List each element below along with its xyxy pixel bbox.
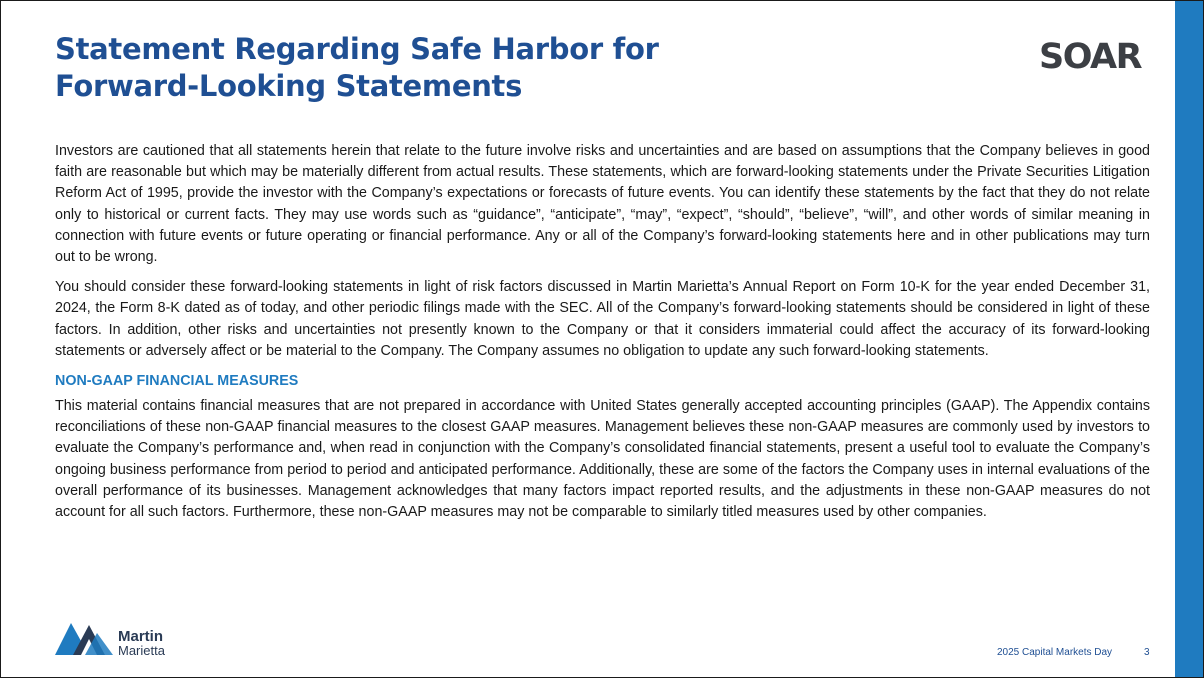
statement-body — [55, 141, 1150, 532]
logo-text-marietta: Marietta — [118, 643, 165, 658]
title-line-2: Forward-Looking Statements — [55, 69, 523, 103]
footer-event-label: 2025 Capital Markets Day — [997, 647, 1113, 658]
logo-text-martin: Martin — [118, 628, 163, 645]
page-title — [55, 31, 755, 105]
soar-logo-text: SOAR — [1039, 37, 1142, 71]
side-accent-bar — [1175, 1, 1203, 677]
martin-marietta-logo — [55, 619, 185, 661]
page-number: 3 — [1144, 647, 1150, 658]
title-line-1: Statement Regarding Safe Harbor for — [55, 32, 659, 66]
non-gaap-heading: NON-GAAP FINANCIAL MEASURES — [55, 373, 299, 390]
paragraph-non-gaap: This material contains financial measures that are not prepared in accordance with United States generally accepted accounting principles (GAAP). The Appendix contains reconciliations of these non-GAAP financial measures to the closest GAAP measures. Management believes these non-GAAP measures are commonly used by investors to evaluate the Company’s performance and, when read in conjunction with the Company’s consolidated financial statements, present a useful tool to evaluate the Company’s ongoing business performance from period to period and anticipated performance. Additionally, these are some of the factors the Company uses in internal evaluations of the overall performance of its businesses. Management acknowledges that many factors impact reported results, and the adjustments in these non-GAAP measures do not account for all such factors. Furthermore, these non-GAAP measures may not be comparable to similarly titled measures used by other companies. — [55, 398, 1150, 521]
paragraph-forward-looking: Investors are cautioned that all statements herein that relate to the future involve risks and uncertainties and are based on assumptions that the Company believes in good faith are reasonable but which may be materially different from actual results. These statements, which are forward-looking statements under the Private Securities Litigation Reform Act of 1995, provide the investor with the Company’s expectations or forecasts of future events. You can identify these statements by the fact that they do not relate only to historical or current facts. They may use words such as “guidance”, “anticipate”, “may”, “expect”, “should”, “believe”, “will”, and other words of similar meaning in connection with future events or future operating or financial performance. Any or all of the Company’s forward-looking statements here and in other publications may turn out to be wrong. — [55, 143, 1150, 266]
paragraph-risk-factors: You should consider these forward-looking statements in light of risk factors discussed in Martin Marietta’s Annual Report on Form 10-K for the year ended December 31, 2024, the Form 8-K dated as of today, and other periodic filings made with the SEC. All of the Company’s forward-looking statements should be considered in light of these factors. In addition, other risks and uncertainties not presently known to the Company or that it considers immaterial could affect the accuracy of its forward-looking statements or adversely affect or be material to the Company. The Company assumes no obligation to update any such forward-looking statements. — [55, 279, 1150, 359]
soar-logo — [1039, 37, 1151, 71]
